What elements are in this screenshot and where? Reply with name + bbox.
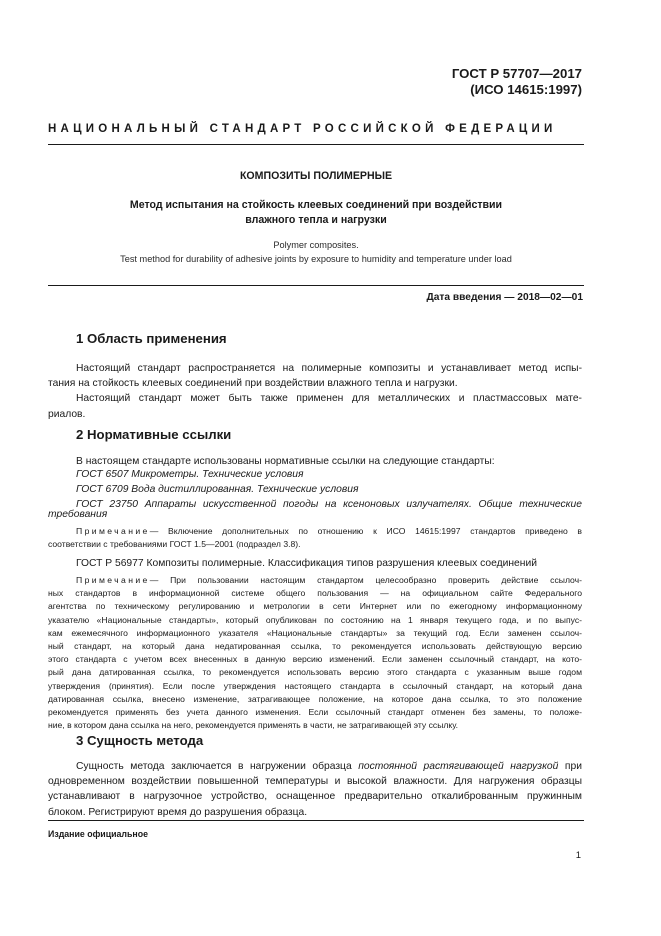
english-title-line: Test method for durability of adhesive joints by exposure to humidity and temperature under load	[120, 254, 512, 264]
note-line: кам ежемесячного информационного указателя «Национальные стандарты» за текущий год. Если заменен ссылоч-	[48, 627, 582, 638]
footer-rule	[48, 820, 584, 821]
subtitle-line: Метод испытания на стойкость клеевых соединений при воздействии	[129, 199, 503, 211]
note-line: ных стандартов в информационной системе общего пользования — на официальном сайте Федерального	[48, 588, 582, 599]
national-standard-banner: НАЦИОНАЛЬНЫЙ СТАНДАРТ РОССИЙСКОЙ ФЕДЕРАЦИИ	[48, 123, 557, 135]
header-rule	[48, 144, 584, 145]
document-subtitle	[48, 198, 584, 228]
note-line: указателю «Национальные стандарты», который опубликован по состоянию на 1 января текущего года, и по выпус-	[48, 614, 582, 625]
note-line: этого стандарта с учетом всех внесенных в данную версию изменений. Если заменен ссылочный стандарт, на кото-	[48, 654, 582, 665]
document-title: КОМПОЗИТЫ ПОЛИМЕРНЫЕ	[239, 170, 393, 182]
paragraph-line: Настоящий стандарт может быть также применен для металлических и пластмассовых мате-	[76, 393, 582, 405]
reference-code: ГОСТ 6507	[76, 469, 129, 480]
note-line	[48, 525, 582, 538]
paragraph-line: В настоящем стандарте использованы нормативные ссылки на следующие стандарты:	[76, 456, 495, 467]
note-line: ние, в котором дана ссылка на него, рекомендуется применять в части, не затрагивающей эту ссылку.	[48, 720, 459, 731]
reference-title: Микрометры. Технические условия	[131, 469, 304, 480]
reference-code: ГОСТ 6709	[76, 484, 129, 495]
iso-number: (ИСО 14615:1997)	[470, 82, 582, 97]
note-text: — При пользовании настоящим стандартом целесообразно проверить действие ссылоч-	[149, 575, 582, 585]
section-heading: 3 Сущность метода	[76, 733, 204, 748]
english-title	[48, 238, 584, 266]
reference-item	[76, 467, 582, 482]
paragraph-line: Настоящий стандарт распространяется на полимерные композиты и устанавливает метод испы-	[76, 363, 582, 374]
paragraph-text: при	[558, 761, 582, 772]
paragraph-line: одновременном воздействии повышенной температуры и высокой влажности. Для нагружения образцы	[48, 776, 582, 788]
note-line: ный стандарт, на который дана недатированная ссылка, то рекомендуется использовать действующую версию	[48, 641, 582, 652]
page-number: 1	[575, 850, 581, 861]
note-line	[48, 574, 582, 587]
introduction-date: Дата введения — 2018—02—01	[426, 292, 583, 303]
reference-title: Аппараты искусственной погоды на ксеноновых излучателях. Общие технические	[144, 499, 582, 510]
section-heading: 2 Нормативные ссылки	[76, 427, 232, 442]
english-title-line: Polymer composites.	[273, 240, 359, 250]
paragraph	[48, 759, 582, 820]
paragraph-line	[48, 759, 582, 774]
note-line: утверждения (принятия). Если после утверждения настоящего стандарта в ссылочный стандарт, на который дана	[48, 680, 582, 691]
paragraph	[48, 361, 582, 422]
subtitle-line: влажного тепла и нагрузки	[245, 214, 387, 226]
note-text: — Включение дополнительных по отношению к ИСО 14615:1997 стандартов приведено в	[149, 526, 582, 536]
note-label: Примечание	[76, 526, 150, 536]
reference-item	[76, 482, 582, 497]
reference-list	[76, 467, 582, 512]
note-line: датированная ссылка, внесено изменение, затрагивающее положение, на которое дана ссылка, то это положение	[48, 693, 582, 704]
gost-number: ГОСТ Р 57707—2017	[451, 66, 582, 81]
note	[48, 574, 582, 732]
note-line: агентства по техническому регулированию и метрологии в сети Интернет или по ежегодному информационному	[48, 601, 582, 612]
paragraph-text: Сущность метода заключается в нагружении образца	[76, 761, 359, 772]
reference-item: ГОСТ Р 56977 Композиты полимерные. Классификация типов разрушения клеевых соединений	[76, 558, 537, 569]
note-line: соответствии с требованиями ГОСТ 1.5—2001 (подраздел 3.8).	[48, 539, 301, 550]
note-line: рекомендуется применять без учета данного изменения. Если ссылочный стандарт отменен без замены, то положе-	[48, 707, 582, 718]
note-label: Примечание	[76, 575, 150, 585]
reference-title: Вода дистиллированная. Технические условия	[131, 484, 359, 495]
section-heading: 1 Область применения	[76, 331, 227, 346]
note	[48, 525, 582, 551]
reference-continuation: требования	[48, 509, 108, 520]
emphasis-text: постоянной растягивающей нагрузкой	[358, 761, 559, 772]
official-edition-label: Издание официальное	[48, 829, 148, 839]
reference-code: ГОСТ 23750	[76, 499, 138, 510]
paragraph-line: тания на стойкость клеевых соединений при воздействии влажного тепла и нагрузки.	[48, 378, 458, 390]
document-code	[452, 66, 582, 98]
note-line: рый дана датированная ссылка, то рекомендуется использовать версию этого стандарта с указанным выше годом	[48, 667, 582, 678]
paragraph-line: риалов.	[48, 408, 86, 420]
title-rule	[48, 285, 584, 286]
paragraph-line: устанавливают в нагрузочное устройство, оснащенное предварительно откалиброванным пружинным	[48, 791, 582, 803]
paragraph-line: блоком. Регистрируют время до разрушения образца.	[48, 806, 308, 818]
